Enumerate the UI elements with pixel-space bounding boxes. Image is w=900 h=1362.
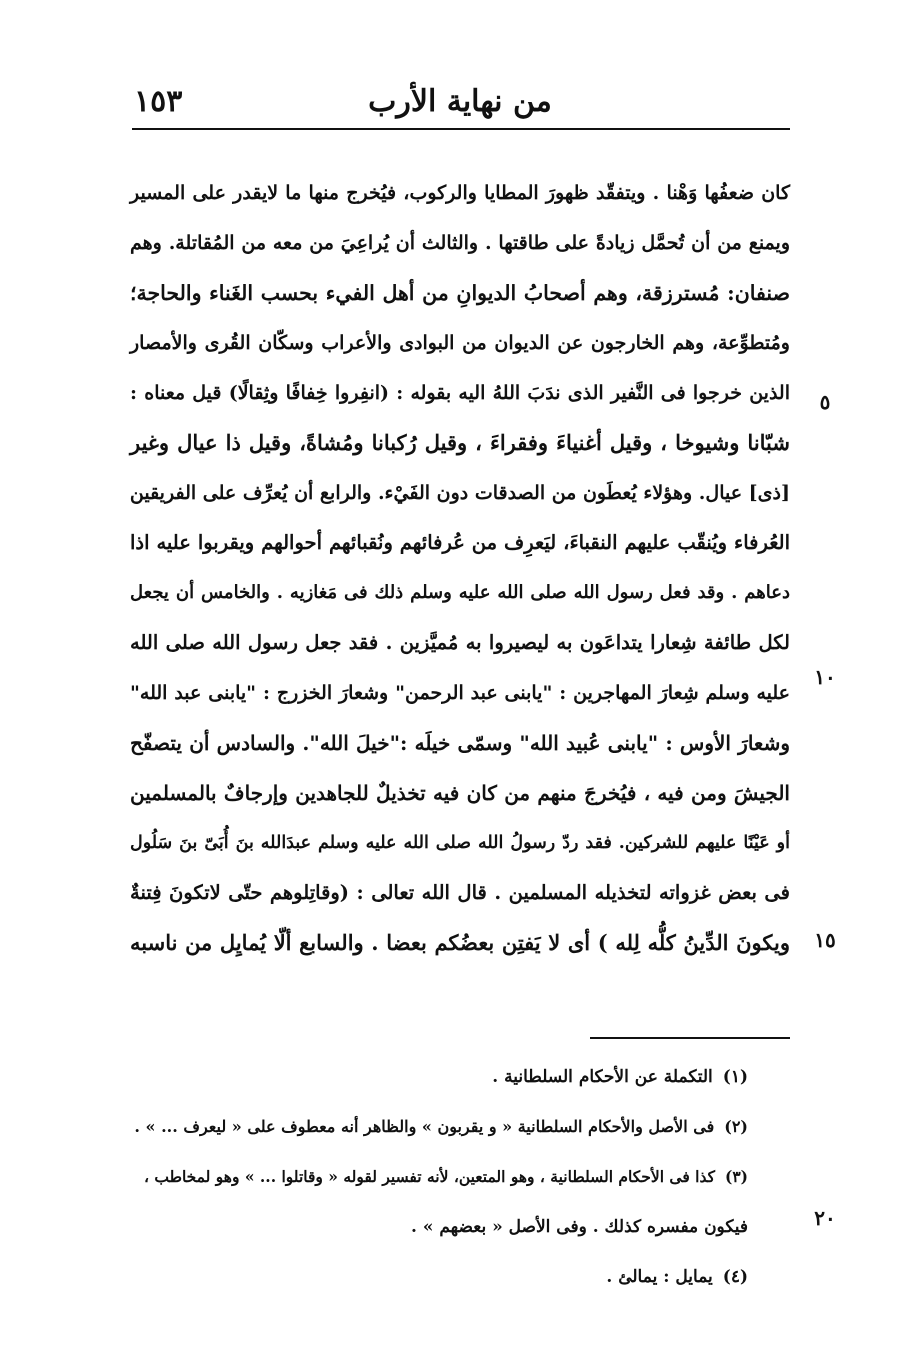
text-line: الذين خرجوا فى النَّفير الذى ندَبَ اللهُ اليه بقوله : (انفِروا خِفافًا وثِقالًا) قيل معناه : bbox=[130, 382, 790, 404]
text-line: دعاهم . وقد فعل رسول الله صلى الله عليه وسلم ذلك فى مَغازيه . والخامس أن يجعل bbox=[130, 582, 790, 603]
text-line: صنفان: مُسترزقة، وهم أصحابُ الديوانِ من أهل الفيء بحسب الغَناء والحاجة؛ bbox=[130, 281, 790, 305]
text-line: شبّانا وشيوخا ، وقيل أغنياءَ وفقراءَ ، وقيل رُكبانا ومُشاةً، وقيل ذا عيال وغير bbox=[130, 430, 790, 455]
line-number-15: ١٥ bbox=[814, 928, 836, 952]
footnote bbox=[130, 1156, 748, 1206]
main-text bbox=[130, 168, 790, 968]
footnote-text: فيكون مفسره كذلك . وفى الأصل « بعضهم » . bbox=[410, 1217, 748, 1237]
running-title: من نهاية الأرب bbox=[368, 84, 552, 119]
footnote bbox=[130, 1056, 748, 1106]
text-line: وشعارَ الأوس : "يابنى عُبيد الله" وسمّى خيلَه :"خيلَ الله". والسادس أن يتصفّح bbox=[130, 731, 790, 755]
text-line: أو عَيْنًا عليهم للشركين. فقد ردّ رسولُ الله صلى الله عليه وسلم عبدَالله بنَ أُبَىّ بنَ سَلُول bbox=[130, 833, 790, 853]
text-line: العُرفاء ويُنقّب عليهم النقباءَ، ليَعرِف من عُرفائهم ونُقبائهم أحوالهم ويقربوا عليه اذا bbox=[130, 531, 790, 554]
footnote-marker: (٢) bbox=[724, 1117, 748, 1136]
footnotes bbox=[130, 1056, 748, 1306]
line-number-20: ٢٠ bbox=[814, 1206, 836, 1230]
text-line: فى بعض غزواته لتخذيله المسلمين . قال الله تعالى : (وقاتِلوهم حتّى لاتكونَ فِتنةٌ bbox=[130, 881, 790, 904]
text-line: ومُتطوِّعة، وهم الخارجون عن الديوان من البوادى والأعراب وسكّان القُرى والأمصار bbox=[130, 332, 790, 354]
text-line: ويمنع من أن تُحمَّل زيادةً على طاقتها . والثالث أن يُراعِيَ من معه من المُقاتلة. وهم bbox=[130, 232, 790, 254]
text-line: لكل طائفة شِعارا يتداعَون به ليصيروا به مُميَّزين . فقد جعل رسول الله صلى الله bbox=[130, 631, 790, 654]
running-header bbox=[130, 82, 790, 122]
text-line: عليه وسلم شِعارَ المهاجرين : "يابنى عبد الرحمن" وشعارَ الخزرج : "يابنى عبد الله" bbox=[130, 682, 790, 704]
text-line: [ذى] عيال. وهؤلاء يُعطَون من الصدقات دون الفَيْء. والرابع أن يُعرِّف على الفريقين bbox=[129, 482, 790, 504]
text-line: ويكونَ الدِّينُ كلُّه لِله ) أى لا يَفتِن بعضُكم بعضا . والسابع ألّا يُمايِل من ناسبه bbox=[130, 930, 790, 955]
footnote-text: التكملة عن الأحكام السلطانية . bbox=[492, 1067, 713, 1087]
footnote-text: فى الأصل والأحكام السلطانية « و يقربون » والظاهر أنه معطوف على « ليعرف ... » . bbox=[134, 1117, 715, 1136]
footnote-marker: (٤) bbox=[722, 1267, 748, 1287]
page-number: ١٥٣ bbox=[134, 84, 183, 119]
footnote bbox=[130, 1106, 748, 1156]
footnote bbox=[130, 1256, 748, 1306]
footnote-marker: (١) bbox=[722, 1067, 748, 1087]
footnote-continuation bbox=[130, 1206, 748, 1256]
header-rule bbox=[132, 128, 790, 130]
line-number-5: ٥ bbox=[819, 390, 831, 414]
line-number-10: ١٠ bbox=[814, 665, 836, 689]
footnote-marker: (٣) bbox=[724, 1167, 748, 1186]
footnote-rule bbox=[590, 1037, 790, 1039]
text-line: كان ضعفُها وَهْنا . ويتفقّد ظهورَ المطايا والركوب، فيُخرج منها ما لايقدر على المسير bbox=[130, 182, 790, 204]
text-line: الجيشَ ومن فيه ، فيُخرجَ منهم من كان فيه تخذيلٌ للجاهدين وإرجافٌ بالمسلمين bbox=[130, 781, 790, 805]
footnote-text: يمايل : يمالئ . bbox=[606, 1267, 713, 1287]
footnote-text: كذا فى الأحكام السلطانية ، وهو المتعين، لأنه تفسير لقوله « وقاتلوا ... » وهو لمخاطب ، bbox=[144, 1167, 715, 1186]
